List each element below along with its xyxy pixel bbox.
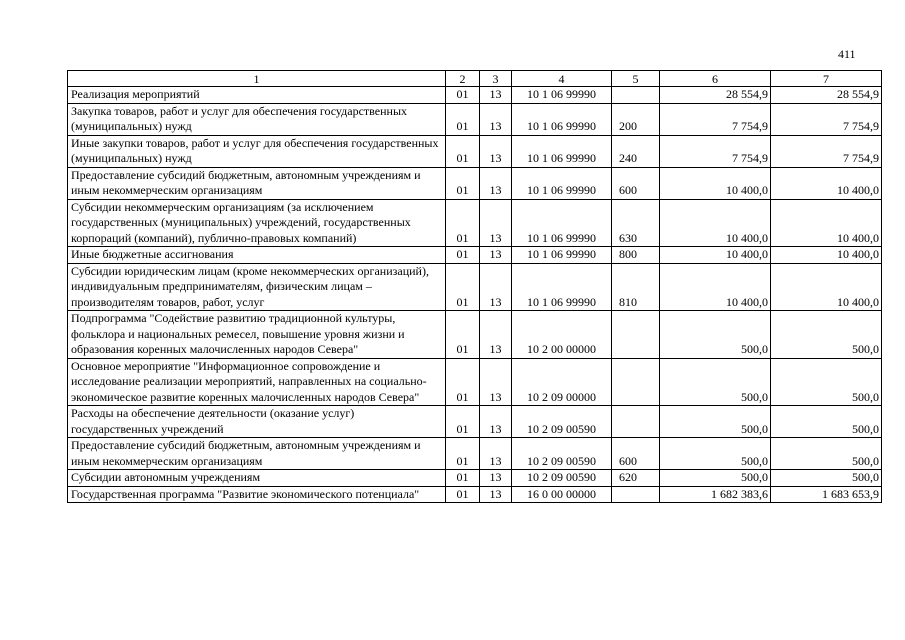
table-row [68,438,882,470]
header-row [68,71,882,87]
row-name: Субсидии некоммерческим организациям (за исключением государственных (муниципальных) учреждений, государственных корпораций (компаний), публично-правовых компаний) [68,199,446,247]
table-row [68,311,882,359]
row-c3: 13 [480,263,512,311]
col-header-2: 2 [446,71,480,87]
row-c7: 7 754,9 [771,103,882,135]
row-c2: 01 [446,486,480,503]
row-c3: 13 [480,438,512,470]
col-header-1: 1 [68,71,446,87]
row-c5 [612,486,660,503]
row-c4: 10 1 06 99990 [512,199,612,247]
row-c4: 10 1 06 99990 [512,87,612,104]
row-c6: 10 400,0 [660,199,771,247]
row-c3: 13 [480,103,512,135]
row-c6: 10 400,0 [660,167,771,199]
table-row [68,358,882,406]
row-c7: 10 400,0 [771,247,882,264]
row-name: Основное мероприятие "Информационное сопровождение и исследование реализации мероприятий, направленных на социально-экономическое развитие коренных малочисленных народов Севера" [68,358,446,406]
row-name: Предоставление субсидий бюджетным, автономным учреждениям и иным некоммерческим организациям [68,438,446,470]
row-c3: 13 [480,167,512,199]
row-c3: 13 [480,87,512,104]
row-c4: 16 0 00 00000 [512,486,612,503]
row-name: Субсидии юридическим лицам (кроме некоммерческих организаций), индивидуальным предпринимателям, физическим лицам – производителям товаров, работ, услуг [68,263,446,311]
table-row [68,199,882,247]
row-c4: 10 2 00 00000 [512,311,612,359]
row-c3: 13 [480,358,512,406]
row-c4: 10 1 06 99990 [512,247,612,264]
col-header-4: 4 [512,71,612,87]
row-c4: 10 2 09 00590 [512,406,612,438]
row-c7: 500,0 [771,358,882,406]
col-header-5: 5 [612,71,660,87]
table-row [68,103,882,135]
col-header-7: 7 [771,71,882,87]
row-c2: 01 [446,311,480,359]
row-c7: 10 400,0 [771,167,882,199]
row-c3: 13 [480,486,512,503]
row-c6: 500,0 [660,438,771,470]
row-c6: 500,0 [660,358,771,406]
row-name: Субсидии автономным учреждениям [68,470,446,487]
row-c4: 10 1 06 99990 [512,263,612,311]
row-c3: 13 [480,406,512,438]
row-c2: 01 [446,438,480,470]
row-c5: 800 [612,247,660,264]
row-name: Закупка товаров, работ и услуг для обеспечения государственных (муниципальных) нужд [68,103,446,135]
row-c7: 10 400,0 [771,199,882,247]
row-c7: 10 400,0 [771,263,882,311]
row-c5 [612,358,660,406]
row-c3: 13 [480,135,512,167]
page-number: 411 [838,47,856,61]
row-c2: 01 [446,135,480,167]
table-row [68,247,882,264]
row-c6: 7 754,9 [660,103,771,135]
row-c2: 01 [446,470,480,487]
row-c2: 01 [446,263,480,311]
row-c5: 600 [612,167,660,199]
row-c6: 500,0 [660,470,771,487]
row-c5: 810 [612,263,660,311]
row-c2: 01 [446,103,480,135]
row-c5: 200 [612,103,660,135]
table-row [68,470,882,487]
row-c6: 7 754,9 [660,135,771,167]
row-name: Расходы на обеспечение деятельности (оказание услуг) государственных учреждений [68,406,446,438]
row-name: Иные бюджетные ассигнования [68,247,446,264]
row-c7: 500,0 [771,311,882,359]
row-c7: 500,0 [771,470,882,487]
row-c4: 10 1 06 99990 [512,135,612,167]
row-c5: 600 [612,438,660,470]
row-c5: 630 [612,199,660,247]
table-row [68,167,882,199]
row-c7: 500,0 [771,406,882,438]
row-c5: 240 [612,135,660,167]
row-name: Иные закупки товаров, работ и услуг для обеспечения государственных (муниципальных) нужд [68,135,446,167]
row-c3: 13 [480,199,512,247]
row-c4: 10 1 06 99990 [512,103,612,135]
row-c5 [612,311,660,359]
col-header-6: 6 [660,71,771,87]
row-c5: 620 [612,470,660,487]
table-row [68,135,882,167]
row-c2: 01 [446,247,480,264]
row-name: Государственная программа "Развитие экономического потенциала" [68,486,446,503]
row-c6: 28 554,9 [660,87,771,104]
row-c2: 01 [446,167,480,199]
table-row [68,87,882,104]
row-c6: 10 400,0 [660,247,771,264]
row-c6: 10 400,0 [660,263,771,311]
row-c2: 01 [446,358,480,406]
row-c2: 01 [446,406,480,438]
row-c3: 13 [480,311,512,359]
row-c6: 500,0 [660,406,771,438]
row-c6: 1 682 383,6 [660,486,771,503]
budget-table [67,70,882,503]
row-c4: 10 2 09 00590 [512,470,612,487]
row-c7: 28 554,9 [771,87,882,104]
col-header-3: 3 [480,71,512,87]
row-c7: 500,0 [771,438,882,470]
row-c3: 13 [480,470,512,487]
row-c2: 01 [446,87,480,104]
row-c7: 1 683 653,9 [771,486,882,503]
row-c6: 500,0 [660,311,771,359]
row-name: Подпрограмма "Содействие развитию традиционной культуры, фольклора и национальных ремесел, повышение уровня жизни и образования коренных малочисленных народов Севера" [68,311,446,359]
row-c2: 01 [446,199,480,247]
row-name: Предоставление субсидий бюджетным, автономным учреждениям и иным некоммерческим организациям [68,167,446,199]
row-c3: 13 [480,247,512,264]
row-c4: 10 2 09 00590 [512,438,612,470]
row-c5 [612,406,660,438]
row-c5 [612,87,660,104]
row-c4: 10 1 06 99990 [512,167,612,199]
row-name: Реализация мероприятий [68,87,446,104]
row-c4: 10 2 09 00000 [512,358,612,406]
table-row [68,486,882,503]
table-row [68,263,882,311]
table-row [68,406,882,438]
row-c7: 7 754,9 [771,135,882,167]
